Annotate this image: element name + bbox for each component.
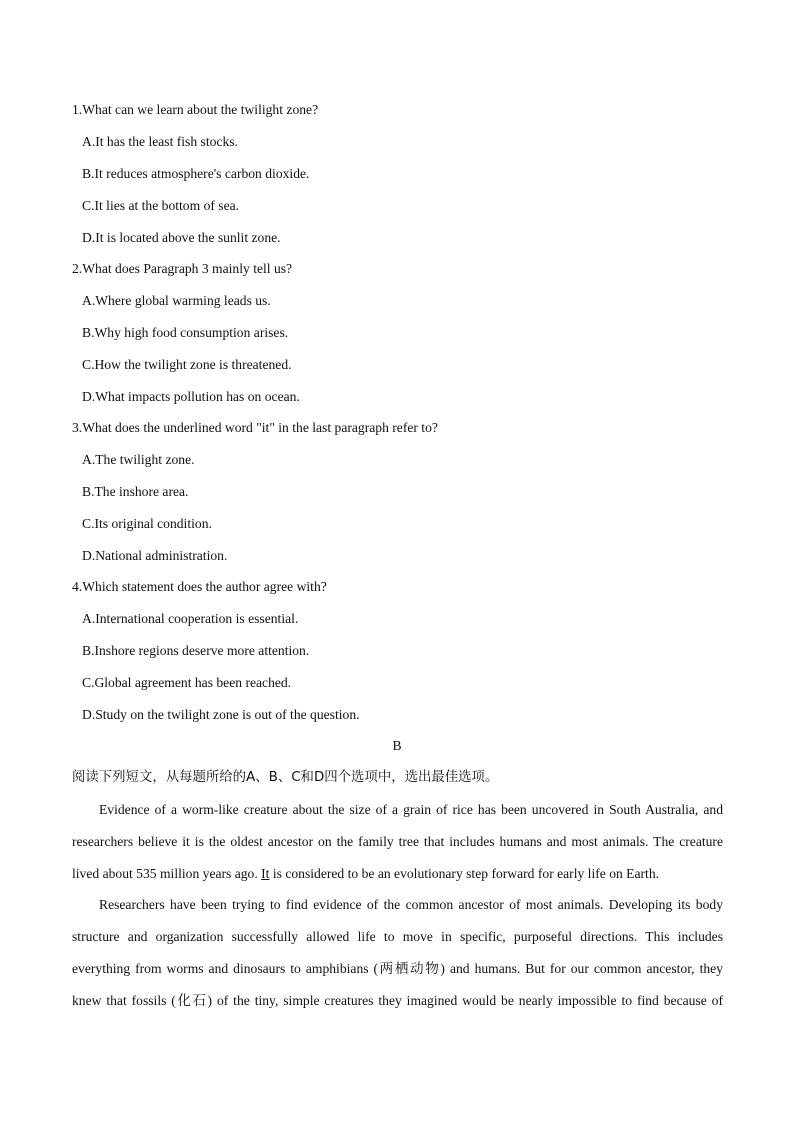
underlined-word-it: It xyxy=(261,866,270,881)
question-3-option-b: B.The inshore area. xyxy=(82,484,189,499)
passage-p2-line-4: knew that fossils (化石) of the tiny, simple creatures they imagined would be nearly impossible to find because of xyxy=(72,993,723,1008)
passage-p1-line-3-end: is considered to be an evolutionary step forward for early life on Earth. xyxy=(269,866,660,881)
passage-p1-line-2: researchers believe it is the oldest ancestor on the family tree that includes humans and most animals. The creature xyxy=(72,834,723,849)
question-4-option-c: C.Global agreement has been reached. xyxy=(82,675,292,690)
question-4-option-d: D.Study on the twilight zone is out of the question. xyxy=(82,707,360,722)
passage-p1-line-1: Evidence of a worm-like creature about the size of a grain of rice has been uncovered in South Australia, and xyxy=(99,802,723,817)
passage-p2-line-2: structure and organization successfully allowed life to move in specific, purposeful directions. This includes xyxy=(72,929,723,944)
question-2-option-a: A.Where global warming leads us. xyxy=(82,293,271,308)
question-4-stem: 4.Which statement does the author agree with? xyxy=(72,579,327,594)
question-1-option-a: A.It has the least fish stocks. xyxy=(82,134,238,149)
question-3-option-a: A.The twilight zone. xyxy=(82,452,195,467)
passage-p2-line-1: Researchers have been trying to find evidence of the common ancestor of most animals. Developing its body xyxy=(99,897,723,912)
question-2-option-c: C.How the twilight zone is threatened. xyxy=(82,357,292,372)
question-4-option-b: B.Inshore regions deserve more attention. xyxy=(82,643,310,658)
question-3-option-d: D.National administration. xyxy=(82,548,228,563)
question-2-option-b: B.Why high food consumption arises. xyxy=(82,325,289,340)
section-label: B xyxy=(392,738,402,753)
passage-p2-line-3: everything from worms and dinosaurs to amphibians (两栖动物) and humans. But for our common ancestor, they xyxy=(72,961,723,976)
passage-p1-line-3 xyxy=(72,865,723,883)
question-4-option-a: A.International cooperation is essential. xyxy=(82,611,299,626)
question-1-option-d: D.It is located above the sunlit zone. xyxy=(82,230,281,245)
question-2-option-d: D.What impacts pollution has on ocean. xyxy=(82,389,300,404)
question-1-option-b: B.It reduces atmosphere's carbon dioxide. xyxy=(82,166,310,181)
question-1-option-c: C.It lies at the bottom of sea. xyxy=(82,198,240,213)
section-instruction: 阅读下列短文，从每题所给的A、B、C和D四个选项中，选出最佳选项。 xyxy=(72,770,499,785)
question-2-stem: 2.What does Paragraph 3 mainly tell us? xyxy=(72,261,293,276)
question-3-stem: 3.What does the underlined word "it" in the last paragraph refer to? xyxy=(72,420,438,435)
passage-p1-line-3-start: lived about 535 million years ago. xyxy=(72,866,262,881)
question-1-stem: 1.What can we learn about the twilight zone? xyxy=(72,102,319,117)
question-3-option-c: C.Its original condition. xyxy=(82,516,212,531)
